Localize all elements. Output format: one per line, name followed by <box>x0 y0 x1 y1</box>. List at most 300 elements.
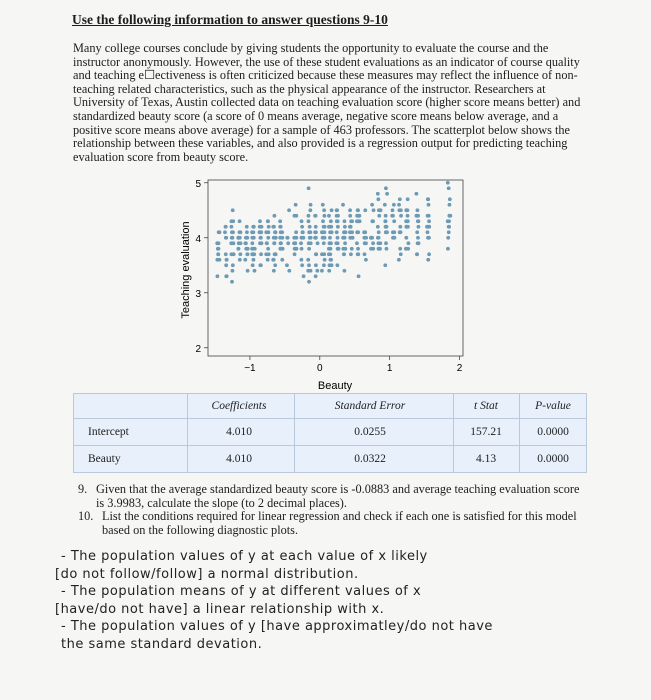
data-point <box>231 208 235 212</box>
data-point <box>322 241 326 245</box>
data-point <box>376 197 380 201</box>
data-point <box>370 236 374 240</box>
data-point <box>335 230 339 234</box>
data-point <box>266 219 270 223</box>
data-point <box>309 203 313 207</box>
data-point <box>357 274 361 278</box>
data-point <box>363 230 367 234</box>
data-point <box>404 219 408 223</box>
data-point <box>372 208 376 212</box>
data-point <box>259 236 263 240</box>
data-point <box>426 197 430 201</box>
table-cell: 0.0000 <box>537 452 569 465</box>
data-point <box>446 247 450 251</box>
data-point <box>427 252 431 256</box>
data-point <box>370 203 374 207</box>
data-point <box>371 241 375 245</box>
data-point <box>231 263 235 267</box>
data-point <box>336 247 340 251</box>
data-point <box>265 241 269 245</box>
data-point <box>316 241 320 245</box>
data-point <box>224 236 228 240</box>
table-row <box>74 445 586 472</box>
intro-paragraph: Many college courses conclude by giving students the opportunity to evaluate the course and the instructor anonymously. However, the use of these student evaluations as an indicator of course quality and teaching e☐ectiveness is often criticized because these measures may reflect the influence of non-teaching related characteristics, such as the physical appearance of the instructor. Researchers at University of Texas, Austin collected data on teaching evaluation score (higher score means better) and standardized beauty score (a score of 0 means average, negative score means below average, and a positive score means above average) for a sample of 463 professors. The scatterplot below shows the relationship between these variables, and also provided is a regression output for predicting teaching evaluation score from beauty score. <box>73 41 581 164</box>
data-point <box>320 252 324 256</box>
data-point <box>308 225 312 229</box>
x-tick-label: 2 <box>456 363 463 374</box>
data-point <box>398 225 402 229</box>
data-point <box>336 236 340 240</box>
data-point <box>239 230 243 234</box>
data-point <box>377 230 381 234</box>
data-point <box>307 247 311 251</box>
handwritten-line: [have/do not have] a linear relationship with x. <box>55 601 385 617</box>
data-point <box>230 225 234 229</box>
data-point <box>280 230 284 234</box>
data-point <box>302 236 306 240</box>
data-point <box>406 214 410 218</box>
data-point <box>341 203 345 207</box>
table-cell: 4.010 <box>226 452 252 465</box>
y-tick-label: 4 <box>195 233 201 245</box>
data-point <box>224 252 228 256</box>
data-point <box>230 236 234 240</box>
x-axis-label: Beauty <box>317 380 353 392</box>
data-point <box>243 258 247 262</box>
data-point <box>447 186 451 190</box>
data-point <box>349 225 353 229</box>
data-point <box>314 214 318 218</box>
data-point <box>328 263 332 267</box>
data-point <box>267 225 271 229</box>
data-point <box>273 263 277 267</box>
data-point <box>266 258 270 262</box>
data-point <box>266 247 270 251</box>
data-point <box>447 225 451 229</box>
data-point <box>215 258 219 262</box>
question-text: List the conditions required for linear regression and check if each one is satisfied for this model based on the following diagnostic plots. <box>102 509 577 537</box>
data-point <box>300 247 304 251</box>
data-point <box>302 274 306 278</box>
data-point <box>356 252 360 256</box>
data-point <box>271 225 275 229</box>
scatterplot <box>175 175 475 395</box>
data-point <box>417 225 421 229</box>
data-point <box>307 186 311 190</box>
data-point <box>225 258 229 262</box>
data-point <box>384 219 388 223</box>
question-list <box>78 483 588 537</box>
data-point <box>377 241 381 245</box>
data-point <box>447 214 451 218</box>
data-point <box>300 263 304 267</box>
data-point <box>307 219 311 223</box>
data-point <box>294 214 298 218</box>
data-point <box>384 186 388 190</box>
table-header-cell: Coefficients <box>211 400 267 412</box>
data-point <box>362 236 366 240</box>
data-point <box>231 219 235 223</box>
data-point <box>385 225 389 229</box>
table-header-cell: Standard Error <box>334 400 406 412</box>
data-point <box>323 258 327 262</box>
data-point <box>392 236 396 240</box>
section-heading: Use the following information to answer questions 9-10 <box>72 12 388 27</box>
data-point <box>285 263 289 267</box>
data-point <box>322 230 326 234</box>
data-point <box>355 241 359 245</box>
table-cell: 4.13 <box>475 452 497 465</box>
data-point <box>350 247 354 251</box>
data-point <box>377 208 381 212</box>
data-point <box>251 230 255 234</box>
y-axis-label: Teaching evaluation <box>180 221 192 319</box>
data-point <box>376 225 380 229</box>
data-point <box>294 230 298 234</box>
question-number: 9. <box>78 482 88 496</box>
data-point <box>348 214 352 218</box>
table-header <box>74 394 586 419</box>
data-point <box>363 252 367 256</box>
y-tick-label: 5 <box>195 178 201 190</box>
data-point <box>363 208 367 212</box>
data-point <box>259 252 263 256</box>
data-point <box>260 225 264 229</box>
data-point <box>313 236 317 240</box>
data-point <box>272 258 276 262</box>
data-point <box>356 208 360 212</box>
data-point <box>447 230 451 234</box>
data-point <box>329 219 333 223</box>
x-tick-label: 0 <box>316 363 323 374</box>
data-point <box>230 230 234 234</box>
data-point <box>356 219 360 223</box>
data-point <box>376 192 380 196</box>
data-point <box>272 269 276 273</box>
data-point <box>273 230 277 234</box>
data-point <box>299 241 303 245</box>
data-point <box>245 230 249 234</box>
y-tick-label: 2 <box>195 343 201 355</box>
data-point <box>274 252 278 256</box>
handwritten-line: - The population values of y [have approximatley/do not have <box>61 619 493 634</box>
data-point <box>217 241 221 245</box>
data-point <box>314 274 318 278</box>
data-point <box>385 192 389 196</box>
data-point <box>252 258 256 262</box>
data-point <box>280 258 284 262</box>
data-point <box>343 225 347 229</box>
data-point <box>287 269 291 273</box>
data-point <box>343 269 347 273</box>
data-point <box>266 236 270 240</box>
data-point <box>335 208 339 212</box>
data-point <box>258 219 262 223</box>
data-point <box>391 214 395 218</box>
data-point <box>342 236 346 240</box>
data-point <box>309 236 313 240</box>
data-point <box>322 263 326 267</box>
data-point <box>415 252 419 256</box>
data-point <box>259 241 263 245</box>
table-cell: 157.21 <box>470 425 502 438</box>
data-point <box>307 214 311 218</box>
data-point <box>343 241 347 245</box>
data-point <box>328 236 332 240</box>
y-tick-label: 3 <box>195 288 201 300</box>
data-point <box>426 236 430 240</box>
data-point <box>327 225 331 229</box>
data-point <box>404 236 408 240</box>
data-point <box>336 225 340 229</box>
data-point <box>225 274 229 278</box>
data-point <box>299 258 303 262</box>
table-cell: 0.0255 <box>354 425 386 438</box>
data-point <box>329 241 333 245</box>
data-point <box>258 230 262 234</box>
table-cell: 0.0000 <box>537 425 569 438</box>
data-point <box>416 214 420 218</box>
data-point <box>406 197 410 201</box>
data-point <box>280 236 284 240</box>
data-point <box>391 208 395 212</box>
data-point <box>245 225 249 229</box>
data-point <box>278 247 282 251</box>
data-point <box>356 230 360 234</box>
data-point <box>239 241 243 245</box>
data-point <box>315 269 319 273</box>
data-point <box>267 230 271 234</box>
data-point <box>356 247 360 251</box>
data-point <box>321 203 325 207</box>
data-point <box>321 219 325 223</box>
data-point <box>415 230 419 234</box>
data-point <box>364 241 368 245</box>
data-point <box>293 252 297 256</box>
data-point <box>384 214 388 218</box>
table-cell: Beauty <box>88 452 121 465</box>
data-point <box>246 247 250 251</box>
data-point <box>238 258 242 262</box>
handwritten-line: [do not follow/follow] a normal distribution. <box>55 566 359 582</box>
data-point <box>392 203 396 207</box>
data-point <box>321 236 325 240</box>
data-point <box>377 236 381 240</box>
table-cell: 4.010 <box>226 425 252 438</box>
data-point <box>322 208 326 212</box>
data-point <box>398 247 402 251</box>
data-point <box>327 252 331 256</box>
data-point <box>448 197 452 201</box>
data-point <box>383 203 387 207</box>
data-point <box>383 263 387 267</box>
data-point <box>342 230 346 234</box>
data-point <box>348 236 352 240</box>
handwritten-line: - The population means of y at different values of x <box>61 584 422 599</box>
data-point <box>398 197 402 201</box>
data-point <box>349 219 353 223</box>
data-point <box>293 241 297 245</box>
data-point <box>230 280 234 284</box>
table-cell: 0.0322 <box>354 452 386 465</box>
data-point <box>306 258 310 262</box>
data-point <box>330 208 334 212</box>
data-point <box>399 214 403 218</box>
data-point <box>314 263 318 267</box>
data-point <box>327 214 331 218</box>
data-point <box>243 241 247 245</box>
data-point <box>314 230 318 234</box>
data-point <box>300 219 304 223</box>
data-point <box>342 252 346 256</box>
data-point <box>417 241 421 245</box>
data-point <box>253 269 257 273</box>
data-point <box>320 269 324 273</box>
data-point <box>300 225 304 229</box>
x-tick-label: 1 <box>386 363 393 374</box>
data-point <box>314 225 318 229</box>
data-point <box>327 247 331 251</box>
handwritten-line: - The population values of y at each value of x likely <box>61 549 428 564</box>
data-point <box>348 230 352 234</box>
data-point <box>224 225 228 229</box>
data-point <box>427 219 431 223</box>
data-point <box>343 219 347 223</box>
data-point <box>306 269 310 273</box>
data-point <box>327 269 331 273</box>
data-point <box>343 247 347 251</box>
data-point <box>446 181 450 185</box>
data-point <box>322 225 326 229</box>
data-point <box>245 236 249 240</box>
question-number: 10. <box>78 509 94 524</box>
data-point <box>416 208 420 212</box>
data-point <box>329 258 333 262</box>
data-point <box>427 225 431 229</box>
data-point <box>236 247 240 251</box>
data-point <box>426 230 430 234</box>
data-point <box>322 214 326 218</box>
data-point <box>377 214 381 218</box>
data-point <box>392 219 396 223</box>
data-point <box>404 208 408 212</box>
data-point <box>448 203 452 207</box>
data-point <box>218 230 222 234</box>
data-point <box>307 280 311 284</box>
data-point <box>415 192 419 196</box>
data-point <box>246 269 250 273</box>
data-point <box>384 241 388 245</box>
data-point <box>216 274 220 278</box>
data-point <box>371 219 375 223</box>
data-point <box>446 236 450 240</box>
data-point <box>377 247 381 251</box>
data-point <box>274 236 278 240</box>
data-point <box>301 230 305 234</box>
data-point <box>398 230 402 234</box>
table-row <box>74 418 586 446</box>
data-point <box>264 252 268 256</box>
data-point <box>406 241 410 245</box>
data-point <box>397 258 401 262</box>
regression-table <box>73 393 587 473</box>
data-point <box>384 230 388 234</box>
data-point <box>308 208 312 212</box>
data-point <box>251 225 255 229</box>
handwritten-line: the same standard devation. <box>61 636 263 652</box>
data-point <box>334 241 338 245</box>
question-9 <box>78 483 588 510</box>
question-10 <box>78 510 588 537</box>
data-point <box>273 214 277 218</box>
data-point <box>223 230 227 234</box>
data-point <box>253 247 257 251</box>
data-point <box>232 252 236 256</box>
data-point <box>224 263 228 267</box>
data-point <box>369 247 373 251</box>
data-point <box>392 230 396 234</box>
data-point <box>307 230 311 234</box>
data-point <box>364 258 368 262</box>
data-point <box>250 252 254 256</box>
data-point <box>250 241 254 245</box>
data-point <box>356 214 360 218</box>
table-cell: Intercept <box>88 425 129 438</box>
data-point <box>286 241 290 245</box>
data-point <box>216 252 220 256</box>
data-point <box>385 247 389 251</box>
data-point <box>426 258 430 262</box>
data-point <box>252 236 256 240</box>
data-point <box>237 236 241 240</box>
data-point <box>416 219 420 223</box>
data-point <box>447 219 451 223</box>
data-point <box>216 247 220 251</box>
data-point <box>238 219 242 223</box>
data-point <box>348 208 352 212</box>
data-point <box>336 219 340 223</box>
data-point <box>286 236 290 240</box>
plot-frame <box>208 180 463 356</box>
data-point <box>309 241 313 245</box>
data-point <box>399 208 403 212</box>
data-point <box>259 263 263 267</box>
data-point <box>294 203 298 207</box>
data-point <box>238 252 242 256</box>
data-point <box>279 241 283 245</box>
question-text: Given that the average standardized beauty score is -0.0883 and average teaching evaluation score is 3.9983, calculate the slope (to 2 decimal places). <box>96 482 580 510</box>
data-point <box>251 263 255 267</box>
data-point <box>416 236 420 240</box>
data-point <box>397 203 401 207</box>
data-point <box>272 241 276 245</box>
data-point <box>399 252 403 256</box>
table-header-cell: P-value <box>535 400 571 412</box>
data-point <box>405 225 409 229</box>
data-point <box>278 219 282 223</box>
x-tick-label: −1 <box>244 363 256 374</box>
data-point <box>314 252 318 256</box>
data-point <box>427 214 431 218</box>
data-point <box>231 269 235 273</box>
data-point <box>335 263 339 267</box>
data-point <box>229 241 233 245</box>
table-header-cell: t Stat <box>474 400 498 412</box>
data-point <box>349 252 353 256</box>
data-point <box>404 247 408 251</box>
data-point <box>427 203 431 207</box>
data-point <box>336 214 340 218</box>
